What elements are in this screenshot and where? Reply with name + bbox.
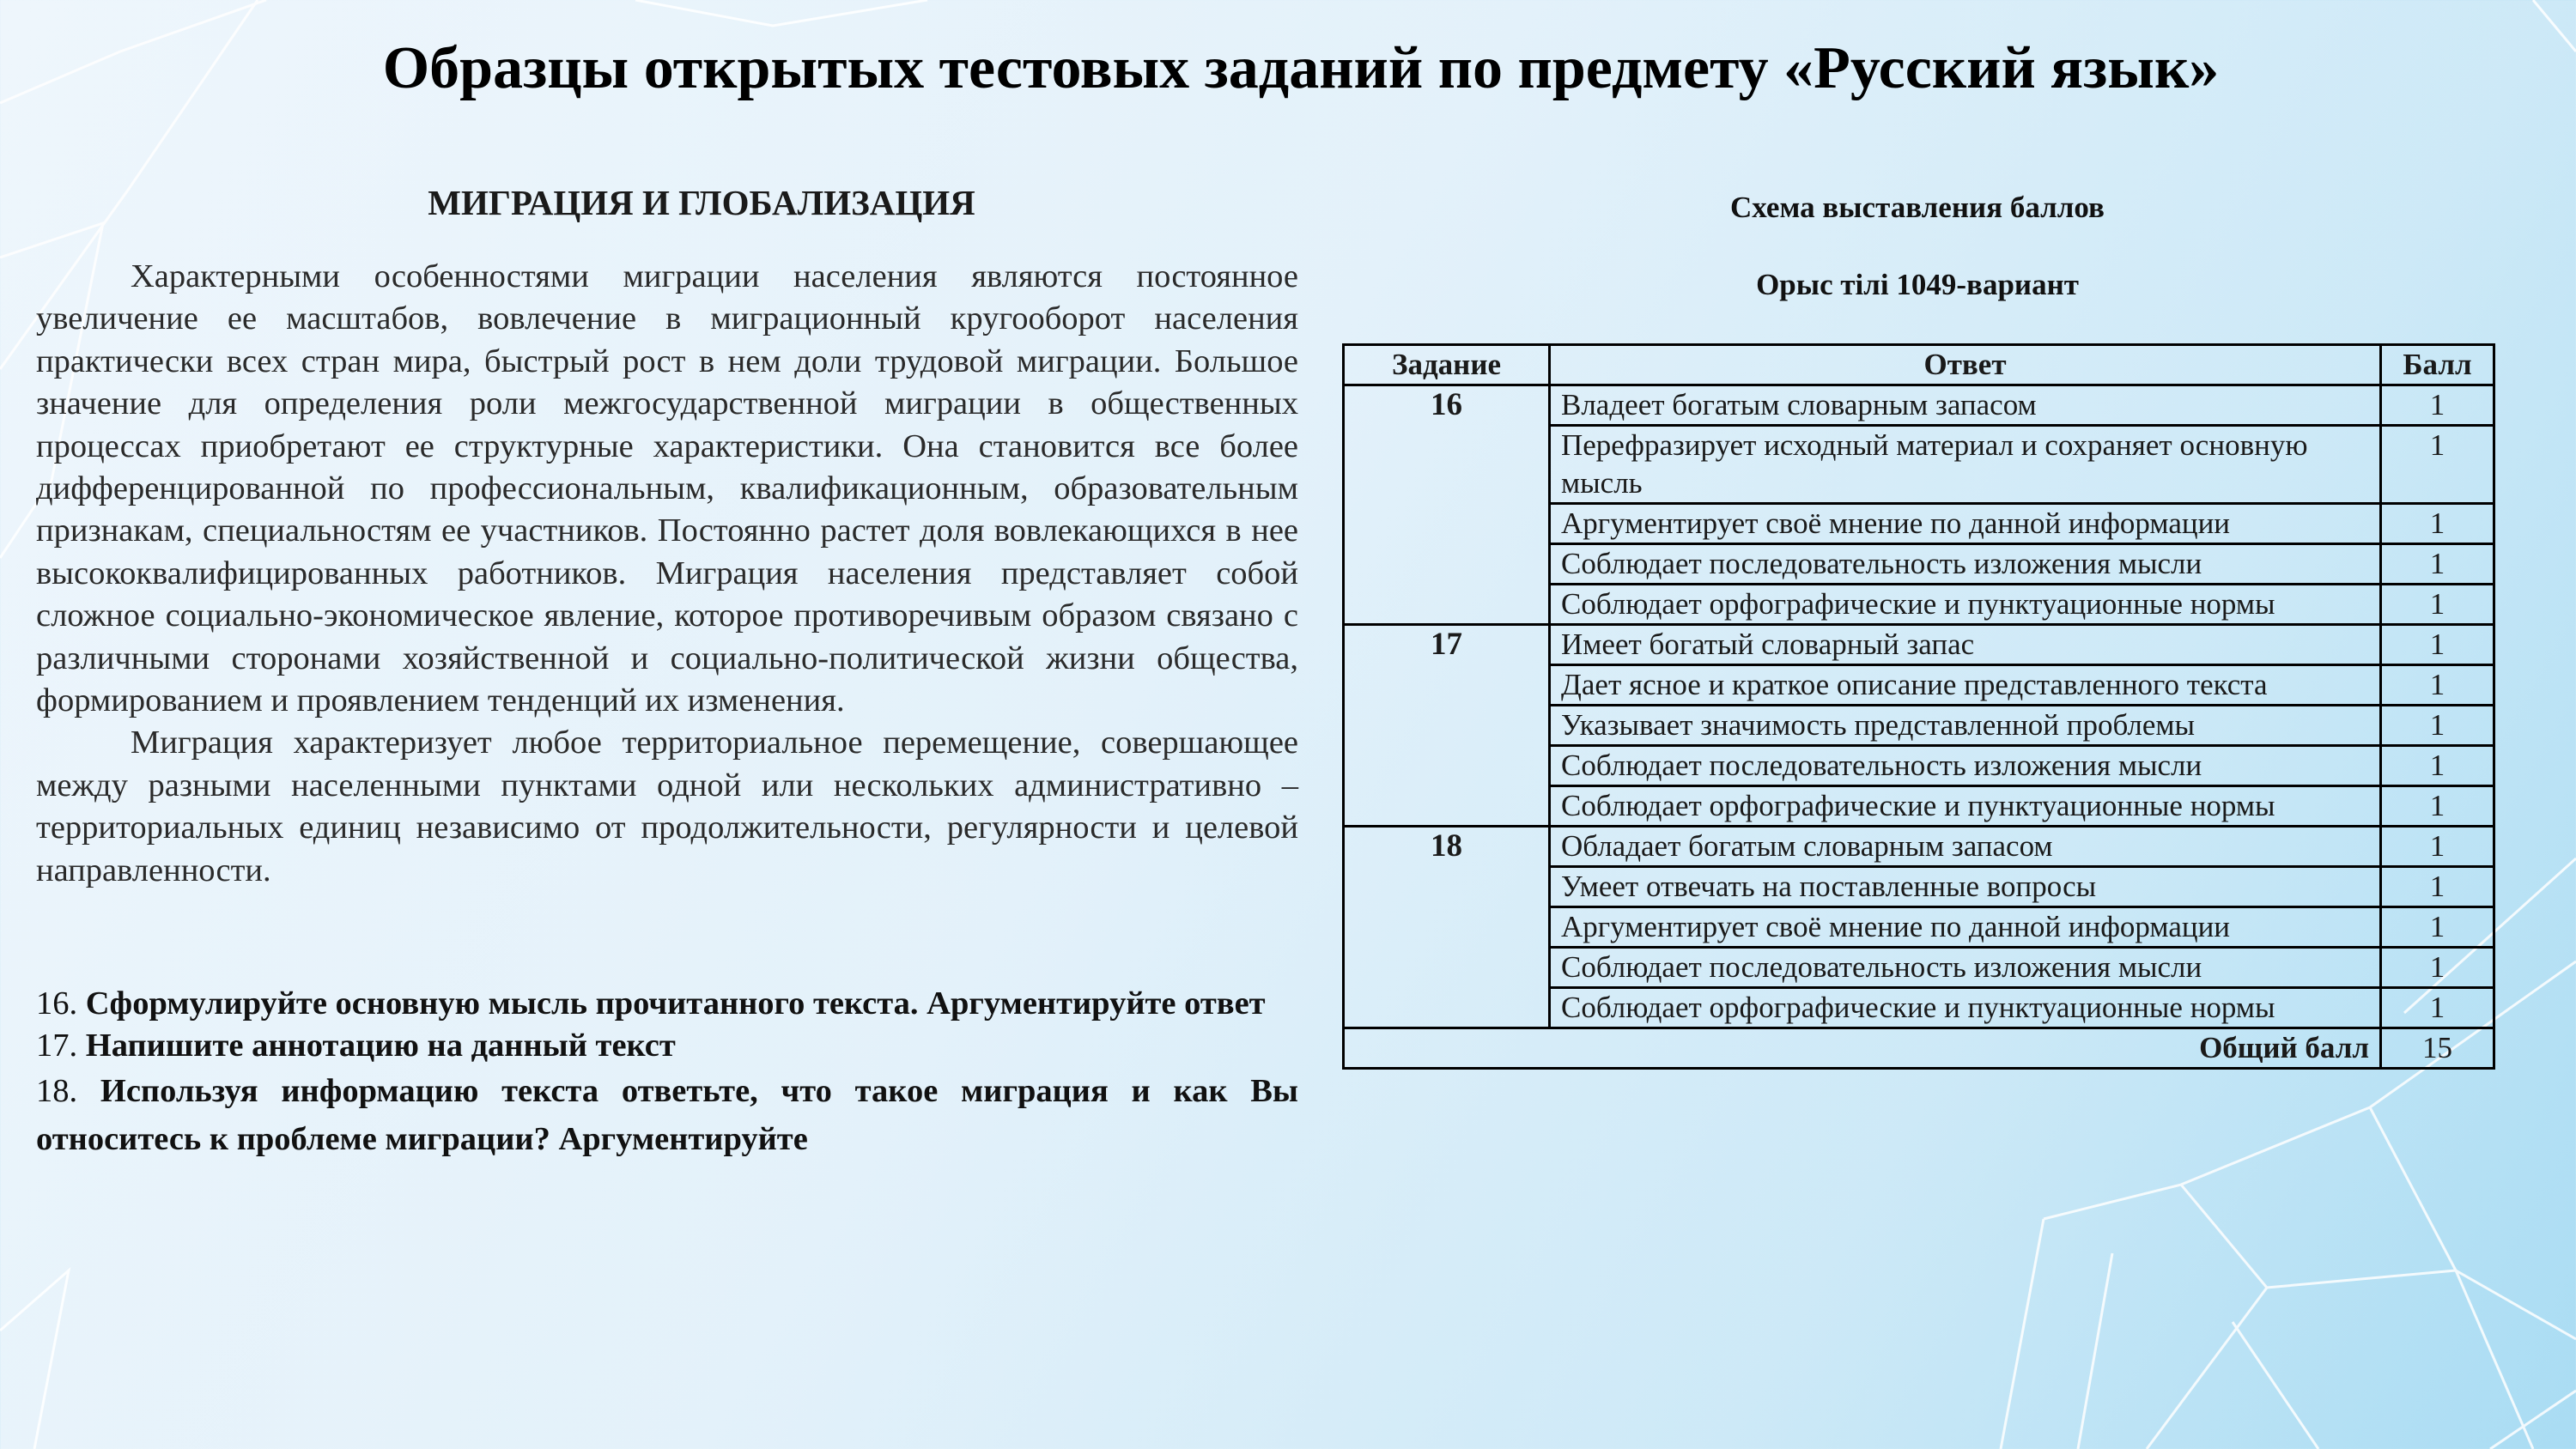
question-number: 18. [36,1073,78,1110]
score-cell: 1 [2381,988,2494,1028]
answer-cell: Соблюдает последовательность изложения мысли [1550,746,2381,786]
answer-cell: Соблюдает орфографические и пунктуационные нормы [1550,786,2381,827]
score-cell: 1 [2381,625,2494,665]
task-number-16: 16 [1344,385,1550,625]
task-number-17: 17 [1344,625,1550,827]
answer-cell: Указывает значимость представленной проблемы [1550,706,2381,746]
question-text: Используя информацию текста ответьте, что такое миграция и как Вы относитесь к проблеме миграции? Аргументируйте [36,1073,1298,1158]
table-header-row [1344,345,2494,385]
score-cell: 1 [2381,426,2494,504]
slide-title: Образцы открытых тестовых заданий по предмету «Русский язык» [382,35,2220,101]
answer-cell: Соблюдает последовательность изложения мысли [1550,544,2381,585]
variant-title: Орыс тілі 1049-вариант [1756,268,2079,301]
column-header-answer: Ответ [1550,345,2381,385]
total-value: 15 [2381,1028,2494,1069]
text-paragraph-1: Характерными особенностями миграции населения являются постоянное увеличение ее масштабов, вовлечение в миграционный кругооборот населения практически всех стран мира, быстрый рост в нем доли трудовой миграции. Большое значение для определения роли межгосударственной миграции в общественных процессах приобретают ее структурные характеристики. Она становится все более дифференцированной по профессиональным, квалификационным, образовательным признакам, специальностям ее участников. Постоянно растет доля вовлекающихся в нее высококвалифицированных работников. Миграция населения представляет собой сложное социально-экономическое явление, которое противоречивым образом связано с различными сторонами хозяйственной и социально-политической жизни общества, формированием и проявлением тенденций их изменения. [36,258,1298,719]
score-cell: 1 [2381,907,2494,948]
score-cell: 1 [2381,867,2494,907]
answer-cell: Владеет богатым словарным запасом [1550,385,2381,426]
scoring-header [1342,191,2493,302]
text-paragraph-2: Миграция характеризует любое территориальное перемещение, совершающее между разными населенными пунктами одной или нескольких административно – территориальных единиц независимо от продолжительности, регулярности и целевой направленности. [36,724,1298,888]
table-row [1344,827,2494,867]
answer-cell: Имеет богатый словарный запас [1550,625,2381,665]
answer-cell: Аргументирует своё мнение по данной информации [1550,907,2381,948]
score-cell: 1 [2381,585,2494,625]
task-number-18: 18 [1344,827,1550,1028]
score-cell: 1 [2381,827,2494,867]
answer-cell: Соблюдает последовательность изложения мысли [1550,948,2381,988]
score-cell: 1 [2381,706,2494,746]
score-cell: 1 [2381,948,2494,988]
score-cell: 1 [2381,544,2494,585]
column-header-task: Задание [1344,345,1550,385]
score-cell: 1 [2381,786,2494,827]
column-header-score: Балл [2381,345,2494,385]
questions-list [36,983,1298,1163]
answer-cell: Соблюдает орфографические и пунктуационные нормы [1550,585,2381,625]
table-row [1344,625,2494,665]
total-row [1344,1028,2494,1069]
score-cell: 1 [2381,665,2494,706]
text-heading: МИГРАЦИЯ И ГЛОБАЛИЗАЦИЯ [428,183,975,222]
question-text: Напишите аннотацию на данный текст [85,1028,676,1064]
answer-cell: Аргументирует своё мнение по данной информации [1550,504,2381,544]
answer-cell: Перефразирует исходный материал и сохраняет основную мысль [1550,426,2381,504]
question-16 [36,983,1298,1025]
reading-text-column [36,182,1298,1163]
scoring-table [1342,343,2495,1070]
question-number: 17. [36,1028,78,1064]
scoring-scheme-title: Схема выставления баллов [1730,191,2105,224]
score-cell: 1 [2381,746,2494,786]
answer-cell: Обладает богатым словарным запасом [1550,827,2381,867]
question-number: 16. [36,985,78,1022]
table-row [1344,385,2494,426]
total-label: Общий балл [1344,1028,2381,1069]
question-17 [36,1025,1298,1067]
score-cell: 1 [2381,504,2494,544]
score-cell: 1 [2381,385,2494,426]
question-text: Сформулируйте основную мысль прочитанного текста. Аргументируйте ответ [85,985,1266,1022]
answer-cell: Умеет отвечать на поставленные вопросы [1550,867,2381,907]
answer-cell: Дает ясное и краткое описание представленного текста [1550,665,2381,706]
answer-cell: Соблюдает орфографические и пунктуационные нормы [1550,988,2381,1028]
question-18 [36,1067,1298,1163]
